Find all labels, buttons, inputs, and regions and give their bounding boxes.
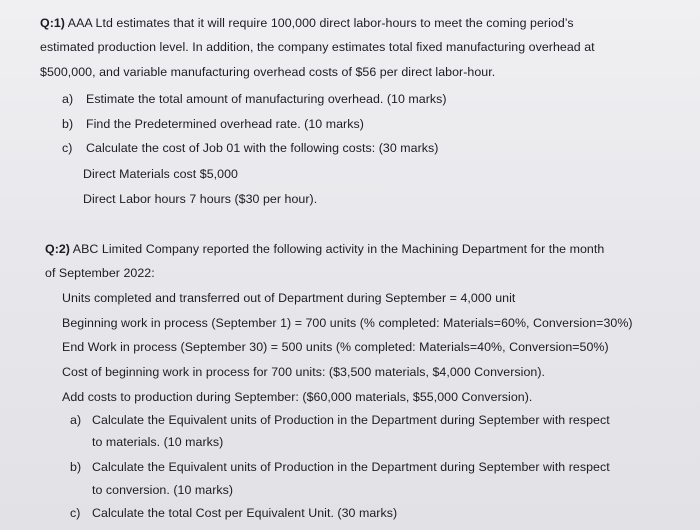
q2-part-a-text-1: Calculate the Equivalent units of Production in the Department during September with respect bbox=[92, 413, 610, 427]
q2-fact-added-costs: Add costs to production during September: ($60,000 materials, $55,000 Conversion). bbox=[62, 390, 533, 404]
q1-part-a bbox=[62, 91, 447, 107]
q2-intro-line-2: of September 2022: bbox=[45, 266, 155, 280]
q2-part-c-text-1: Calculate the total Cost per Equivalent Unit. (30 marks) bbox=[92, 506, 398, 520]
q1-part-b bbox=[62, 116, 364, 132]
q2-part-c-line-1 bbox=[70, 505, 397, 521]
q1-part-c-letter: c) bbox=[62, 141, 73, 155]
q1-part-a-letter: a) bbox=[62, 92, 74, 106]
q2-fact-units-completed: Units completed and transferred out of Department during September = 4,000 unit bbox=[62, 291, 516, 305]
q2-intro-text-1: ABC Limited Company reported the following activity in the Machining Department for the month bbox=[72, 242, 605, 256]
q1-label: Q:1) bbox=[40, 16, 65, 30]
q2-part-b-line-2: to conversion. (10 marks) bbox=[92, 483, 234, 497]
q2-part-c-letter: c) bbox=[70, 506, 81, 520]
q1-part-c bbox=[62, 140, 438, 156]
q2-label: Q:2) bbox=[45, 242, 70, 256]
q1-part-a-text: Estimate the total amount of manufacturing overhead. (10 marks) bbox=[86, 92, 447, 106]
q1-part-b-letter: b) bbox=[62, 117, 74, 131]
q2-fact-ending-wip: End Work in process (September 30) = 500 units (% completed: Materials=40%, Conversion=50%) bbox=[62, 340, 609, 354]
q2-fact-beginning-wip: Beginning work in process (September 1) = 700 units (% completed: Materials=60%, Conversion=30%) bbox=[62, 316, 633, 330]
q1-cost-materials: Direct Materials cost $5,000 bbox=[83, 167, 238, 181]
q2-intro-line-1 bbox=[45, 241, 604, 257]
q2-fact-beginning-cost: Cost of beginning work in process for 700 units: ($3,500 materials, $4,000 Conversion). bbox=[62, 365, 546, 379]
q2-part-a-line-1 bbox=[70, 412, 610, 428]
q1-intro-line-2: estimated production level. In addition, the company estimates total fixed manufacturing overhead at bbox=[40, 40, 595, 54]
q1-cost-labor: Direct Labor hours 7 hours ($30 per hour). bbox=[83, 192, 318, 206]
q2-part-a-letter: a) bbox=[70, 413, 82, 427]
q1-intro-line-3: $500,000, and variable manufacturing overhead costs of $56 per direct labor-hour. bbox=[40, 65, 496, 79]
q1-intro-line-1 bbox=[40, 15, 574, 31]
q2-part-b-letter: b) bbox=[70, 460, 82, 474]
q2-part-a-line-2: to materials. (10 marks) bbox=[92, 435, 224, 449]
q2-part-b-line-1 bbox=[70, 459, 610, 475]
q1-part-b-text: Find the Predetermined overhead rate. (10 marks) bbox=[86, 117, 364, 131]
q1-intro-text-1: AAA Ltd estimates that it will require 100,000 direct labor-hours to meet the coming period’s bbox=[67, 16, 574, 30]
q1-part-c-text: Calculate the cost of Job 01 with the following costs: (30 marks) bbox=[86, 141, 439, 155]
q2-part-b-text-1: Calculate the Equivalent units of Production in the Department during September with respect bbox=[92, 460, 610, 474]
